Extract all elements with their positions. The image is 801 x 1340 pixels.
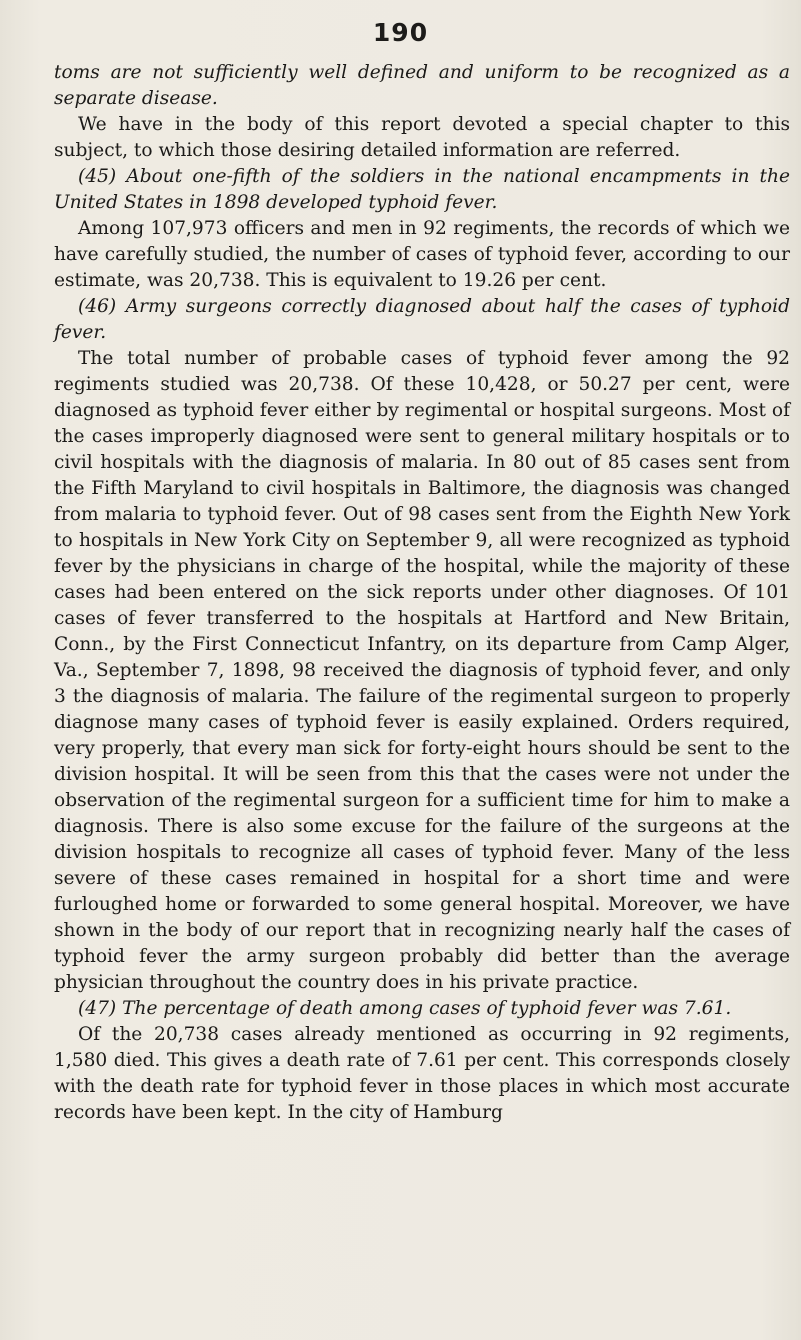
section-number: (47): [78, 998, 117, 1019]
section-heading-45: [54, 164, 790, 216]
heading-text: toms are not sufficiently well defined and uniform to be recognized as a separate disease.: [54, 62, 790, 109]
heading-text: Army surgeons correctly diagnosed about half the cases of typhoid fever.: [54, 296, 790, 343]
section-heading-46: [54, 294, 790, 346]
heading-continued: [54, 60, 790, 112]
section-number: (46): [78, 296, 117, 317]
paragraph-body: The total number of probable cases of typhoid fever among the 92 regiments studied was 20,738. Of these 10,428, or 50.27 per cent, were diagnosed as typhoid fever either by regimental or hospital surgeons. Most of the cases improperly diagnosed were sent to general military hospitals or to civil hospitals with the diagnosis of malaria. In 80 out of 85 cases sent from the Fifth Maryland to civil hospitals in Baltimore, the diagnosis was changed from malaria to typhoid fever. Out of 98 cases sent from the Eighth New York to hospitals in New York City on September 9, all were recognized as typhoid fever by the physicians in charge of the hospital, while the majority of these cases had been entered on the sick reports under other diagnoses. Of 101 cases of fever transferred to the hospitals at Hartford and New Britain, Conn., by the First Connecticut Infantry, on its departure from Camp Alger, Va., September 7, 1898, 98 received the diagnosis of typhoid fever, and only 3 the diagnosis of malaria. The failure of the regimental surgeon to properly diagnose many cases of typhoid fever is easily explained. Orders required, very properly, that every man sick for forty-eight hours should be sent to the division hospital. It will be seen from this that the cases were not under the observation of the regimental surgeon for a sufficient time for him to make a diagnosis. There is also some excuse for the failure of the surgeons at the division hospitals to recognize all cases of typhoid fever. Many of the less severe of these cases remained in hospital for a short time and were furloughed home or forwarded to some general hospital. Moreover, we have shown in the body of our report that in recognizing nearly half the cases of typhoid fever the army surgeon probably did better than the average physician throughout the country does in his private practice.: [54, 348, 790, 993]
section-number: (45): [78, 166, 117, 187]
paragraph-body: Among 107,973 officers and men in 92 regiments, the records of which we have carefully studied, the number of cases of typhoid fever, according to our estimate, was 20,738. This is equivalent to 19.26 per cent.: [54, 218, 790, 291]
page-body: [54, 60, 790, 1126]
paragraph-body: Of the 20,738 cases already mentioned as occurring in 92 regiments, 1,580 died. This gives a death rate of 7.61 per cent. This corresponds closely with the death rate for typhoid fever in those places in which most accurate records have been kept. In the city of Hamburg: [54, 1024, 790, 1123]
heading-text: The percentage of death among cases of typhoid fever was 7.61.: [122, 998, 732, 1019]
page-number: 190: [372, 18, 429, 47]
section-heading-47: [54, 996, 790, 1022]
heading-text: About one-fifth of the soldiers in the national encampments in the United States in 1898 developed typhoid fever.: [54, 166, 790, 213]
paragraph-body: We have in the body of this report devoted a special chapter to this subject, to which those desiring detailed information are referred.: [54, 114, 790, 161]
